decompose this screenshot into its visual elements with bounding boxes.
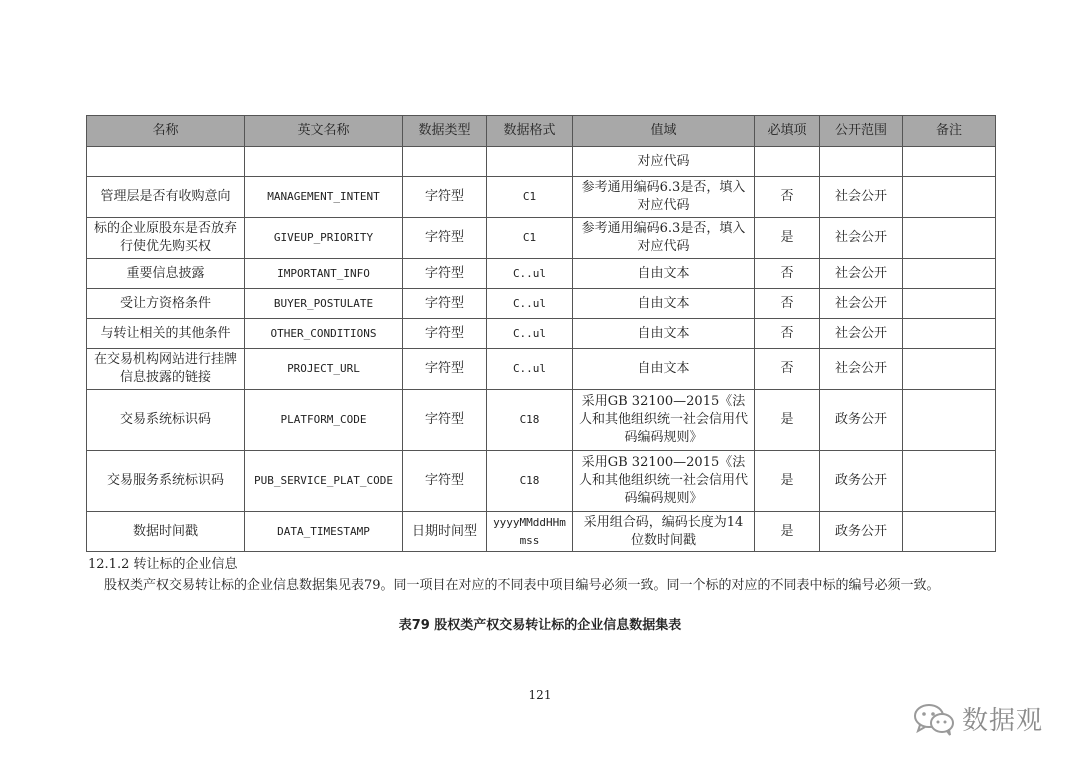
cell-data-type: 字符型	[403, 349, 487, 390]
cell-data-format	[487, 147, 573, 177]
table-caption: 表79 股权类产权交易转让标的企业信息数据集表	[398, 618, 682, 633]
cell-required: 否	[755, 319, 820, 349]
cell-name: 管理层是否有收购意向	[87, 177, 245, 218]
cell-data-type: 字符型	[403, 451, 487, 512]
cell-remarks	[903, 451, 996, 512]
cell-name: 交易服务系统标识码	[87, 451, 245, 512]
cell-required: 否	[755, 177, 820, 218]
header-data-format: 数据格式	[487, 116, 573, 147]
cell-disclosure-scope	[820, 147, 903, 177]
header-disclosure-scope: 公开范围	[820, 116, 903, 147]
cell-disclosure-scope: 社会公开	[820, 177, 903, 218]
cell-data-type: 字符型	[403, 218, 487, 259]
watermark-text: 数据观	[962, 706, 1044, 736]
cell-required: 是	[755, 218, 820, 259]
cell-disclosure-scope: 社会公开	[820, 349, 903, 390]
cell-data-format: C1	[487, 177, 573, 218]
table-row	[87, 177, 996, 218]
header-data-type: 数据类型	[403, 116, 487, 147]
cell-name: 数据时间戳	[87, 512, 245, 552]
cell-disclosure-scope: 社会公开	[820, 259, 903, 289]
cell-english-name: BUYER_POSTULATE	[245, 289, 403, 319]
cell-remarks	[903, 512, 996, 552]
cell-english-name: PUB_SERVICE_PLAT_CODE	[245, 451, 403, 512]
cell-name: 重要信息披露	[87, 259, 245, 289]
header-remarks: 备注	[903, 116, 996, 147]
table-row	[87, 289, 996, 319]
cell-data-type: 字符型	[403, 259, 487, 289]
cell-data-format: C18	[487, 390, 573, 451]
cell-remarks	[903, 259, 996, 289]
cell-required: 否	[755, 289, 820, 319]
cell-disclosure-scope: 政务公开	[820, 512, 903, 552]
cell-english-name: GIVEUP_PRIORITY	[245, 218, 403, 259]
cell-english-name: IMPORTANT_INFO	[245, 259, 403, 289]
table-row	[87, 147, 996, 177]
cell-disclosure-scope: 政务公开	[820, 451, 903, 512]
cell-required: 是	[755, 390, 820, 451]
cell-value-domain: 自由文本	[573, 319, 755, 349]
cell-data-type: 字符型	[403, 289, 487, 319]
cell-data-format: C..ul	[487, 289, 573, 319]
cell-disclosure-scope: 社会公开	[820, 319, 903, 349]
cell-value-domain: 对应代码	[573, 147, 755, 177]
cell-name: 标的企业原股东是否放弃行使优先购买权	[87, 218, 245, 259]
cell-english-name: OTHER_CONDITIONS	[245, 319, 403, 349]
cell-remarks	[903, 218, 996, 259]
cell-remarks	[903, 390, 996, 451]
cell-name: 交易系统标识码	[87, 390, 245, 451]
cell-remarks	[903, 319, 996, 349]
table-row	[87, 259, 996, 289]
cell-required: 是	[755, 512, 820, 552]
cell-data-format: C18	[487, 451, 573, 512]
cell-required	[755, 147, 820, 177]
wechat-icon	[912, 702, 956, 736]
cell-data-type	[403, 147, 487, 177]
cell-remarks	[903, 349, 996, 390]
cell-data-type: 字符型	[403, 390, 487, 451]
cell-english-name: PROJECT_URL	[245, 349, 403, 390]
cell-value-domain: 自由文本	[573, 349, 755, 390]
cell-disclosure-scope: 社会公开	[820, 218, 903, 259]
table-row	[87, 319, 996, 349]
header-name: 名称	[87, 116, 245, 147]
cell-english-name: PLATFORM_CODE	[245, 390, 403, 451]
cell-data-format: C..ul	[487, 259, 573, 289]
cell-data-format: C..ul	[487, 319, 573, 349]
cell-value-domain: 采用GB 32100—2015《法人和其他组织统一社会信用代码编码规则》	[573, 451, 755, 512]
cell-required: 是	[755, 451, 820, 512]
cell-required: 否	[755, 349, 820, 390]
cell-value-domain: 采用组合码，编码长度为14位数时间戳	[573, 512, 755, 552]
cell-name: 在交易机构网站进行挂牌信息披露的链接	[87, 349, 245, 390]
cell-data-type: 字符型	[403, 177, 487, 218]
header-required: 必填项	[755, 116, 820, 147]
header-english-name: 英文名称	[245, 116, 403, 147]
cell-value-domain: 自由文本	[573, 289, 755, 319]
cell-name: 受让方资格条件	[87, 289, 245, 319]
cell-disclosure-scope: 社会公开	[820, 289, 903, 319]
section-title: 12.1.2 转让标的企业信息	[88, 557, 238, 572]
data-table	[86, 115, 996, 552]
cell-data-format: C1	[487, 218, 573, 259]
cell-value-domain: 参考通用编码6.3是否，填入对应代码	[573, 218, 755, 259]
watermark	[912, 700, 1043, 737]
cell-data-format: C..ul	[487, 349, 573, 390]
cell-required: 否	[755, 259, 820, 289]
cell-disclosure-scope: 政务公开	[820, 390, 903, 451]
cell-name	[87, 147, 245, 177]
cell-english-name: MANAGEMENT_INTENT	[245, 177, 403, 218]
cell-value-domain: 采用GB 32100—2015《法人和其他组织统一社会信用代码编码规则》	[573, 390, 755, 451]
cell-remarks	[903, 147, 996, 177]
table-row	[87, 512, 996, 552]
table-row	[87, 451, 996, 512]
cell-data-type: 日期时间型	[403, 512, 487, 552]
cell-english-name	[245, 147, 403, 177]
table-header-row	[87, 116, 996, 147]
cell-remarks	[903, 177, 996, 218]
table-row	[87, 349, 996, 390]
cell-data-format: yyyyMMddHHmmss	[487, 512, 573, 552]
page-number: 121	[528, 688, 552, 702]
table-row	[87, 218, 996, 259]
body-paragraph: 股权类产权交易转让标的企业信息数据集见表79。同一项目在对应的不同表中项目编号必须一致。同一个标的对应的不同表中标的编号必须一致。	[104, 578, 940, 593]
cell-english-name: DATA_TIMESTAMP	[245, 512, 403, 552]
header-value-domain: 值域	[573, 116, 755, 147]
cell-value-domain: 自由文本	[573, 259, 755, 289]
cell-remarks	[903, 289, 996, 319]
cell-data-type: 字符型	[403, 319, 487, 349]
cell-name: 与转让相关的其他条件	[87, 319, 245, 349]
cell-value-domain: 参考通用编码6.3是否，填入对应代码	[573, 177, 755, 218]
table-row	[87, 390, 996, 451]
